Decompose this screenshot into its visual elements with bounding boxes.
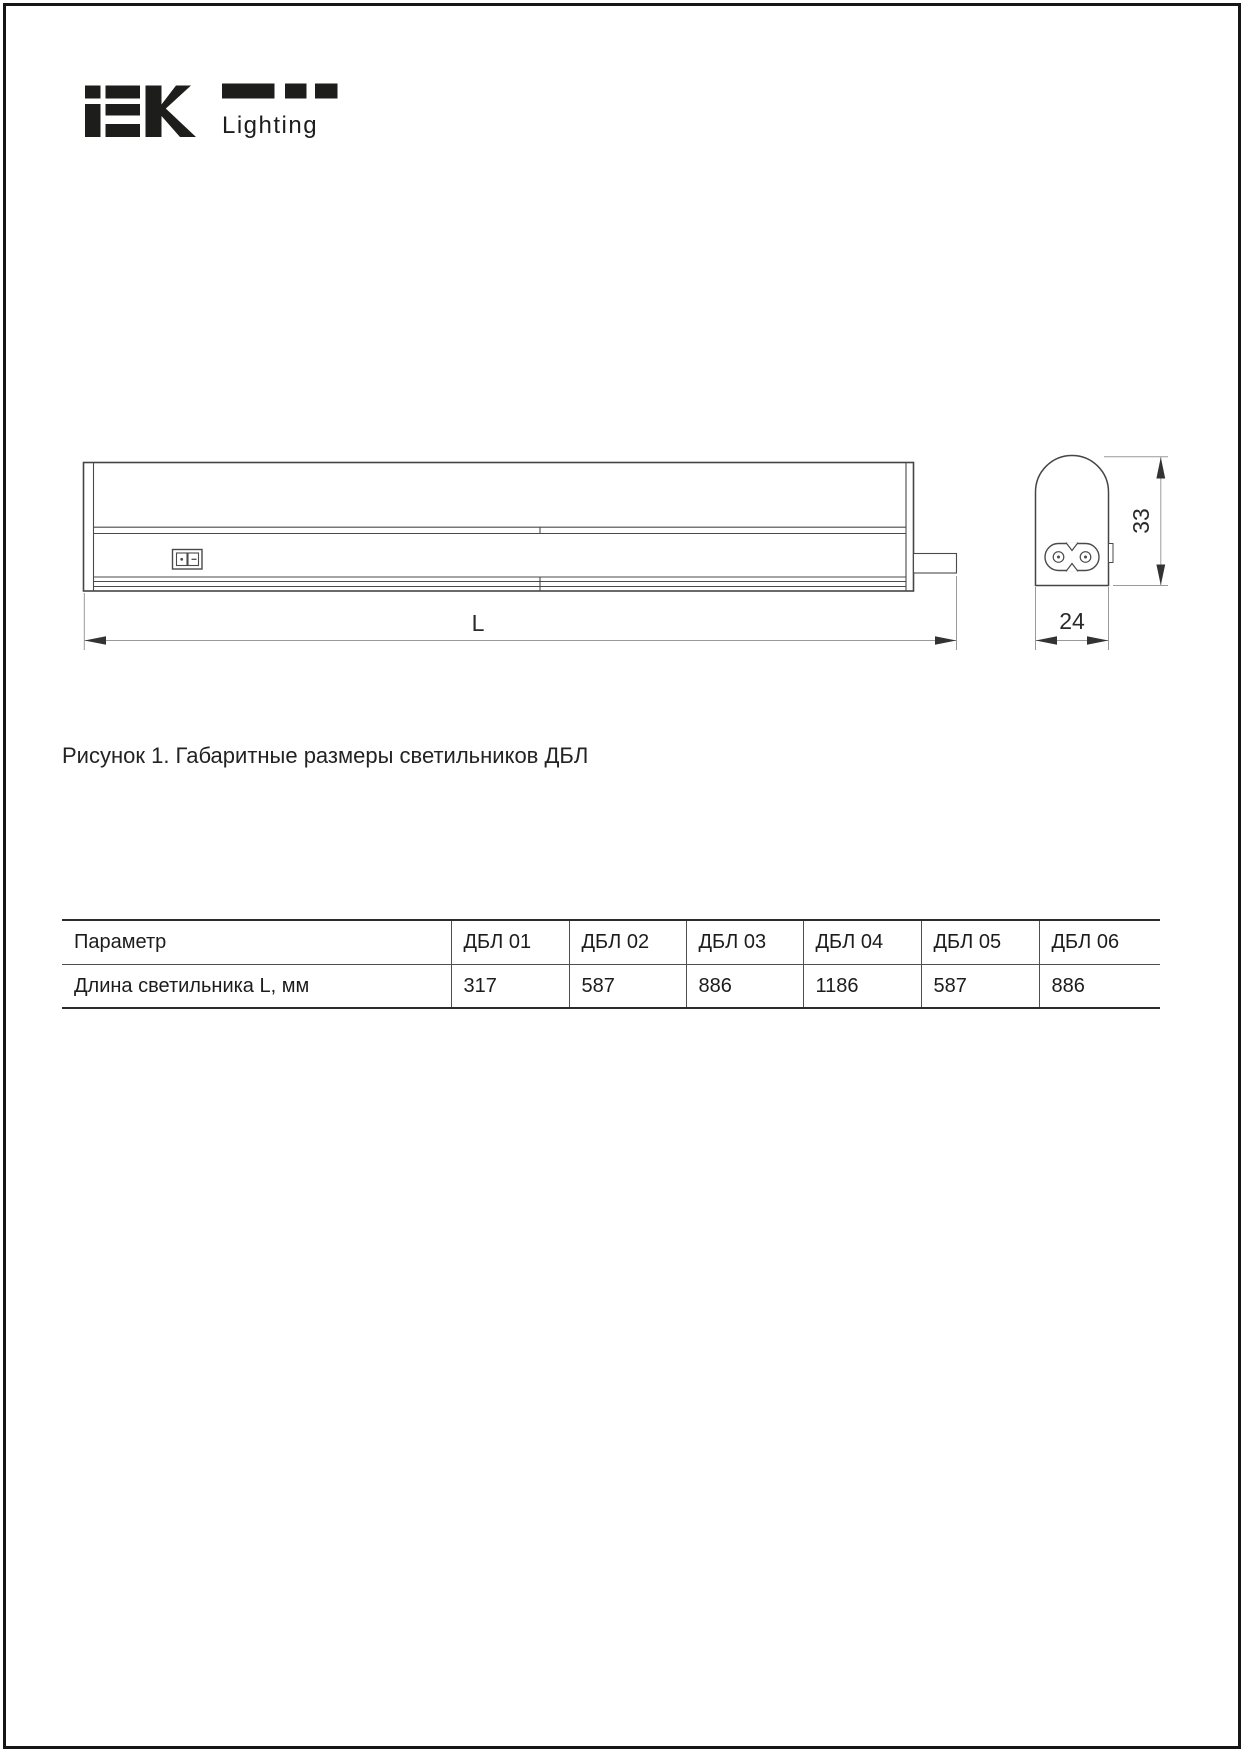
table-row-length bbox=[62, 965, 1160, 1009]
logo-lighting-label: Lighting bbox=[222, 112, 319, 139]
col-header-dbl04: ДБЛ 04 bbox=[803, 920, 921, 965]
spec-table bbox=[62, 919, 1160, 1009]
cell-length-dbl05: 587 bbox=[921, 965, 1039, 1009]
cell-length-dbl01: 317 bbox=[451, 965, 569, 1009]
end-connector-stub bbox=[914, 554, 957, 574]
luminaire-side-view bbox=[1036, 456, 1114, 586]
luminaire-dimension-drawing bbox=[0, 390, 1244, 680]
luminaire-front-view bbox=[84, 463, 957, 592]
spec-table-header-row bbox=[62, 920, 1160, 965]
col-header-dbl03: ДБЛ 03 bbox=[686, 920, 803, 965]
cell-length-dbl06: 886 bbox=[1039, 965, 1160, 1009]
col-header-dbl02: ДБЛ 02 bbox=[569, 920, 686, 965]
col-header-dbl05: ДБЛ 05 bbox=[921, 920, 1039, 965]
cell-length-dbl02: 587 bbox=[569, 965, 686, 1009]
cell-length-dbl03: 886 bbox=[686, 965, 803, 1009]
col-header-parameter: Параметр bbox=[62, 920, 451, 965]
dimension-height-33 bbox=[1104, 457, 1168, 586]
power-inlet-icon bbox=[1045, 543, 1099, 572]
col-header-dbl01: ДБЛ 01 bbox=[451, 920, 569, 965]
page-border-frame bbox=[3, 3, 1241, 1749]
cell-parameter-name: Длина светильника L, мм bbox=[74, 974, 310, 997]
dim-label-33: 33 bbox=[1128, 508, 1154, 534]
cell-length-dbl04: 1186 bbox=[803, 965, 921, 1009]
dim-label-L: L bbox=[471, 610, 485, 636]
col-header-dbl06: ДБЛ 06 bbox=[1039, 920, 1160, 965]
dim-label-24: 24 bbox=[1059, 608, 1085, 634]
figure-caption: Рисунок 1. Габаритные размеры светильников ДБЛ bbox=[62, 743, 589, 768]
side-latch-tab bbox=[1109, 544, 1114, 563]
dimension-width-24 bbox=[1036, 587, 1109, 650]
